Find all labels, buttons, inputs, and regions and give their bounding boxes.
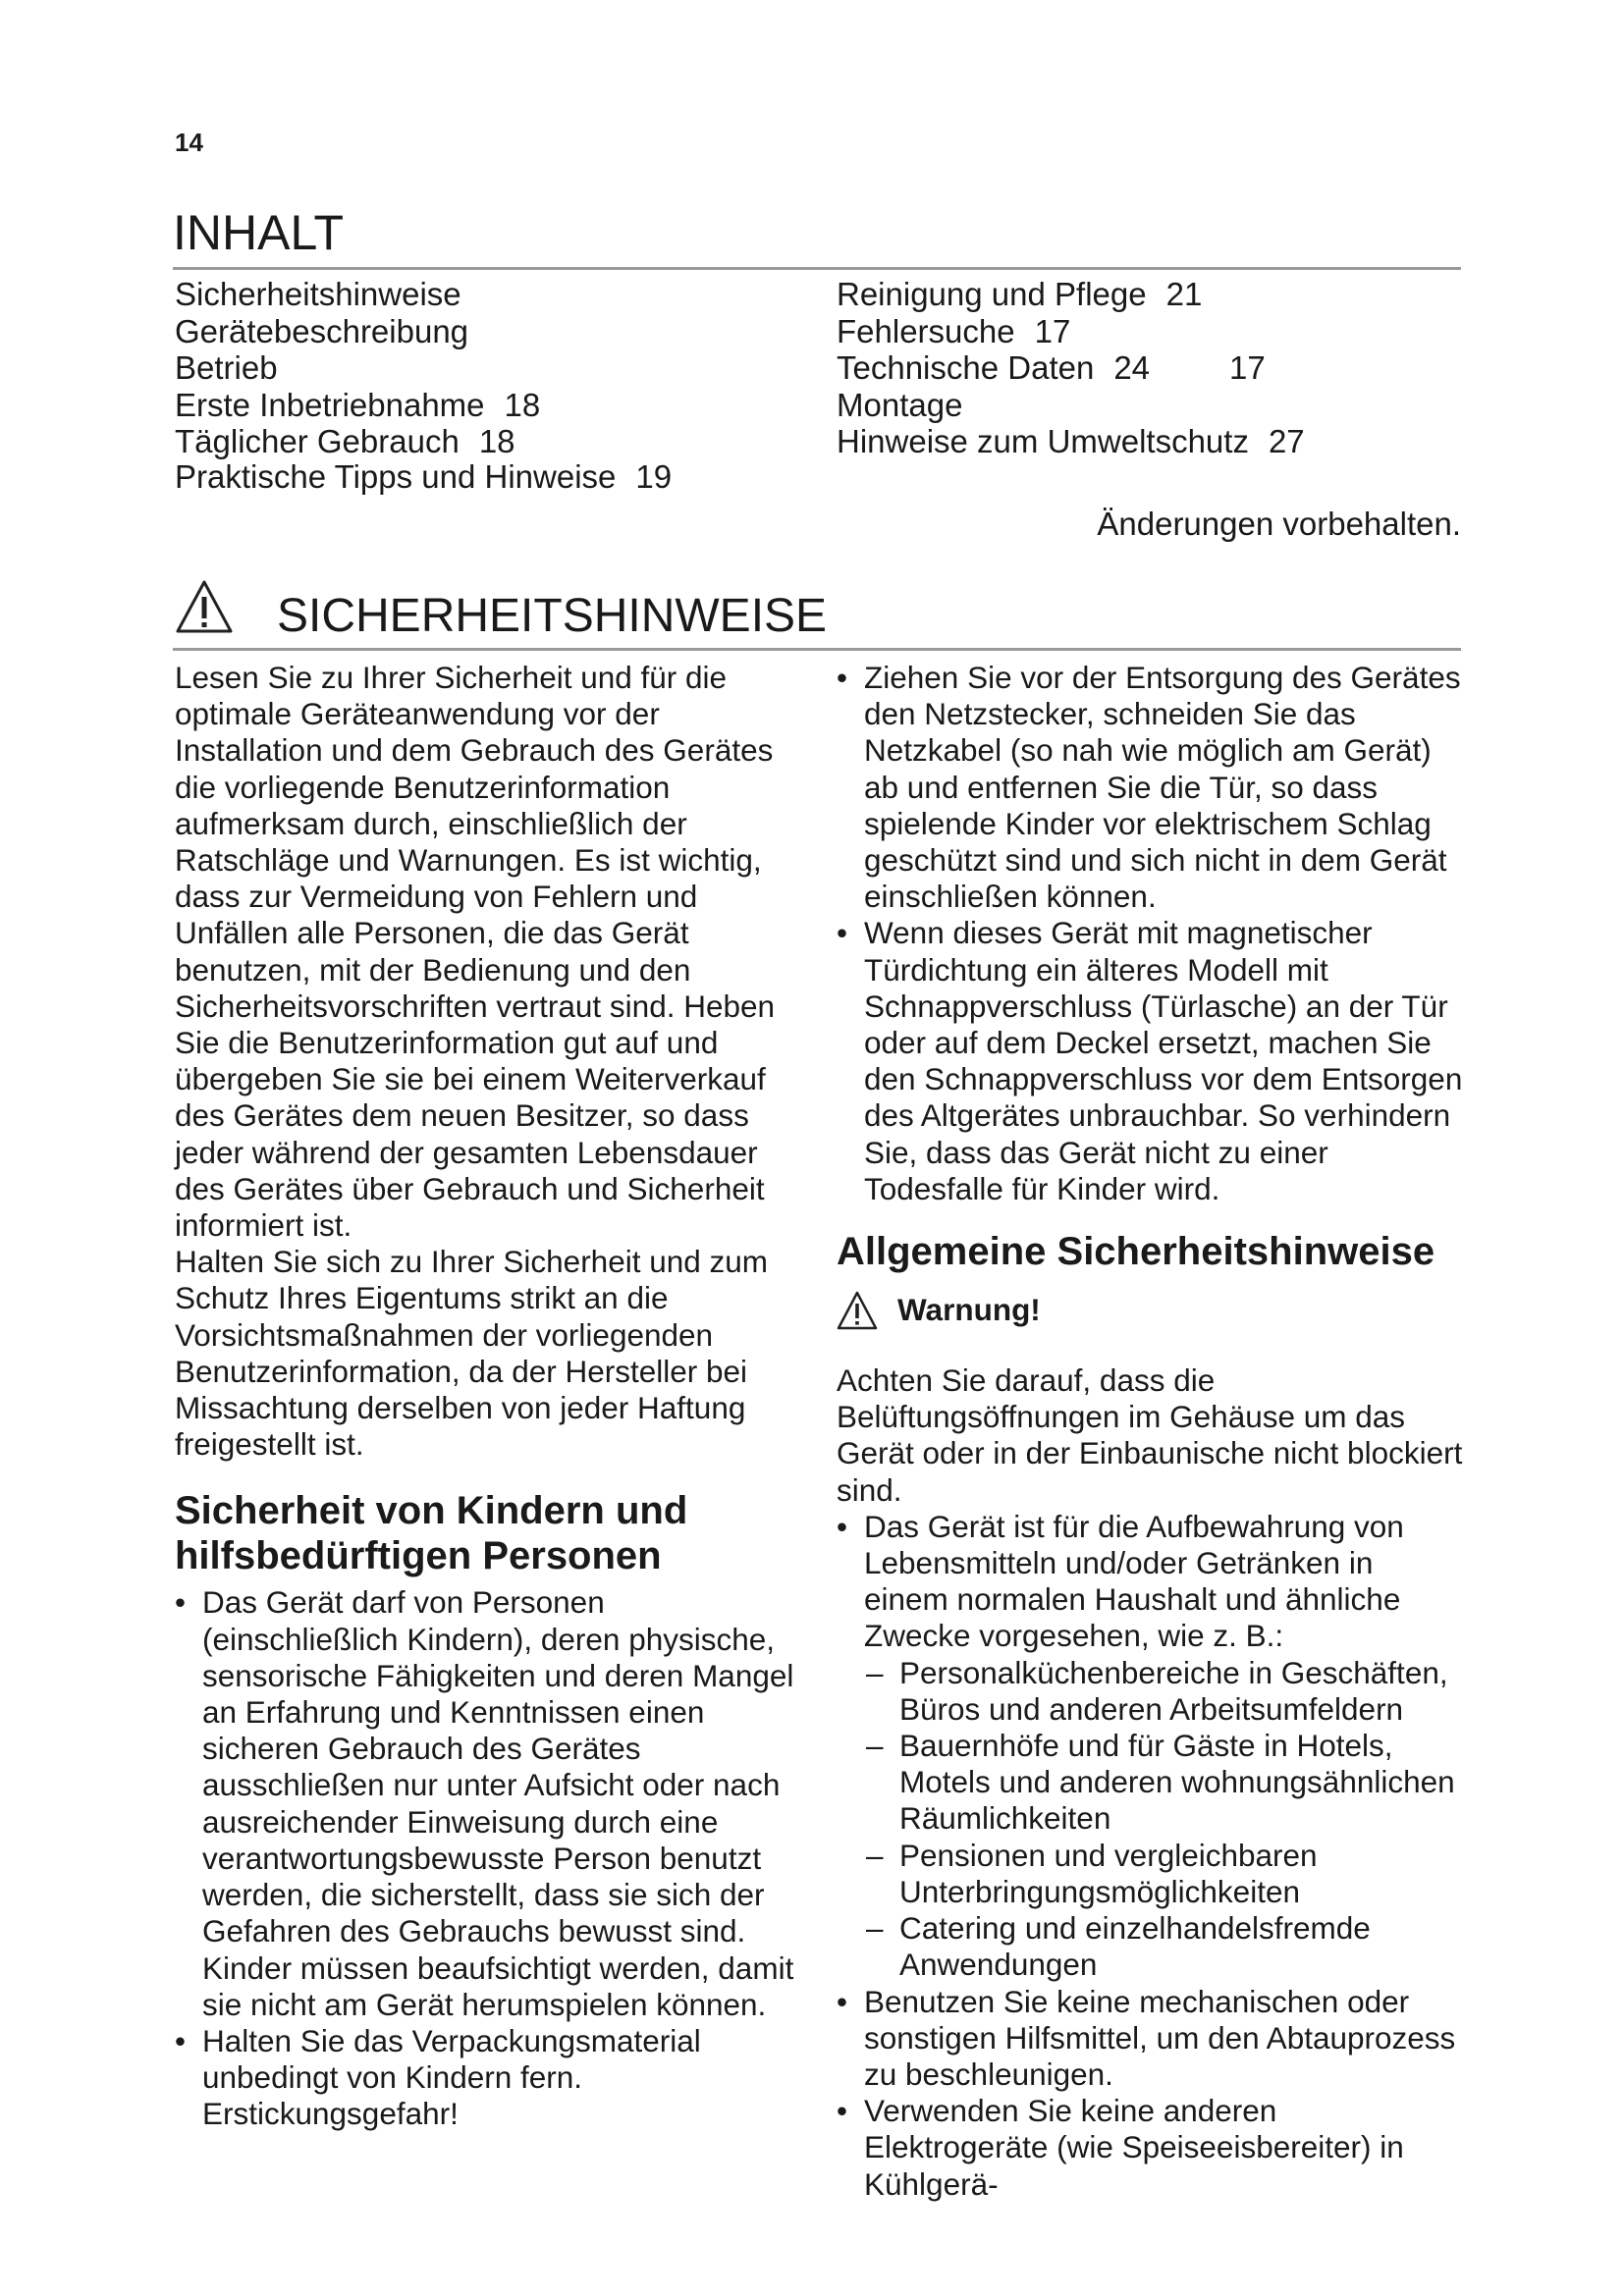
safety-left-column — [175, 660, 803, 2133]
dash-item: – Catering und einzelhandelsfremde Anwendungen — [837, 1910, 1465, 1983]
intro-paragraph: Lesen Sie zu Ihrer Sicherheit und für die optimale Geräteanwendung vor der Installation und dem Gebrauch des Gerätes die vorliegende Benutzerinformation aufmerksam durch, einschließlich der Ratschläge und Warnungen. Es ist wichtig, dass zur Vermeidung von Fehlern und Unfällen alle Personen, die das Gerät benutzen, mit der Bedienung und den Sicherheitsvorschriften vertraut sind. Heben Sie die Benutzerinformation gut auf und übergeben Sie sie bei einem Weiterverkauf des Gerätes dem neuen Besitzer, so dass jeder während der gesamten Lebensdauer des Gerätes über Gebrauch und Sicherheit informiert ist. — [175, 660, 776, 1244]
bullet-item: • Das Gerät darf von Personen (einschließlich Kindern), deren physische, sensorische Fähigkeiten und deren Mangel an Erfahrung und Kenntnissen einen sicheren Gebrauch des Gerätes ausschließen nur unter Aufsicht oder nach ausreichender Einweisung durch eine verantwortungsbewusste Person benutzt werden, die sicherstellt, dass sie sich der Gefahren des Gebrauchs bewusst sind. — [175, 1584, 803, 1949]
toc-entry[interactable]: Technische Daten 24 — [837, 349, 1151, 386]
toc-entry[interactable]: Betrieb — [175, 349, 278, 386]
intro-paragraph-2: Halten Sie sich zu Ihrer Sicherheit und zum Schutz Ihres Eigentums strikt an die Vorsichtsmaßnahmen der vorliegenden Benutzerinformation, da der Hersteller bei Missachtung derselben von jeder Haftung freigestellt ist. — [175, 1244, 769, 1463]
toc-right-column — [837, 276, 1465, 460]
toc-entry[interactable]: Täglicher Gebrauch 18 — [175, 423, 515, 459]
toc-entry[interactable]: Fehlersuche 17 — [837, 312, 1071, 349]
warning-triangle-icon — [837, 1291, 878, 1330]
toc-entry[interactable]: Montage — [837, 386, 963, 423]
dash-item: – Personalküchenbereiche in Geschäften, Büros und anderen Arbeitsumfeldern — [837, 1655, 1465, 1728]
bullet-item: • Das Gerät ist für die Aufbewahrung von Lebensmitteln und/oder Getränken in einem normalen Haushalt und ähnliche Zwecke vorgesehen, wie z. B.: — [837, 1509, 1465, 1655]
safety-section-title: SICHERHEITSHINWEISE — [277, 590, 828, 642]
warning-row — [837, 1286, 1465, 1335]
changes-note: Änderungen vorbehalten. — [1097, 506, 1461, 542]
bullet-item: • Halten Sie das Verpackungsmaterial unbedingt von Kindern fern. Erstickungsgefahr! — [175, 2023, 803, 2133]
bullet-item: • Benutzen Sie keine mechanischen oder sonstigen Hilfsmittel, um den Abtauprozess zu beschleunigen. — [837, 1984, 1465, 2094]
dash-item: – Pensionen und vergleichbaren Unterbringungsmöglichkeiten — [837, 1838, 1465, 1910]
general-safety-heading: Allgemeine Sicherheitshinweise — [837, 1230, 1435, 1274]
warning-triangle-icon — [175, 579, 234, 634]
bullet-item: • Wenn dieses Gerät mit magnetischer Türdichtung ein älteres Modell mit Schnappverschluss (Türlasche) an der Tür oder auf dem Deckel ersetzt, machen Sie den Schnappverschluss vor dem Entsorgen des Altgerätes unbrauchbar. So verhindern Sie, dass das Gerät nicht zu einer Todesfalle für Kinder wird. — [837, 915, 1465, 1207]
toc-left-column — [175, 276, 803, 494]
page-number: 14 — [175, 128, 203, 157]
safety-divider — [173, 648, 1461, 651]
warning-label: Warnung! — [897, 1292, 1041, 1328]
toc-entry[interactable]: Reinigung und Pflege 21 — [837, 276, 1203, 312]
toc-entry[interactable]: Erste Inbetriebnahme 18 — [175, 386, 541, 423]
children-note: Kinder müssen beaufsichtigt werden, damit sie nicht am Gerät herumspielen können. — [202, 1949, 794, 2022]
toc-entry[interactable]: Gerätebeschreibung — [175, 312, 469, 349]
toc-entry[interactable]: Sicherheitshinweise — [175, 276, 461, 312]
vent-paragraph: Achten Sie darauf, dass die Belüftungsöffnungen im Gehäuse um das Gerät oder in der Einbaunische nicht blockiert sind. — [837, 1362, 1463, 1508]
safety-right-column — [837, 660, 1465, 2203]
toc-entry[interactable]: Hinweise zum Umweltschutz 27 — [837, 423, 1305, 459]
dash-item: – Bauernhöfe und für Gäste in Hotels, Motels und anderen wohnungsähnlichen Räumlichkeiten — [837, 1728, 1465, 1838]
toc-stray-number: 17 — [1229, 349, 1266, 386]
children-heading: Sicherheit von Kindern und hilfsbedürftigen Personen — [175, 1489, 688, 1578]
bullet-item: • Ziehen Sie vor der Entsorgung des Gerätes den Netzstecker, schneiden Sie das Netzkabel (so nah wie möglich am Gerät) ab und entfernen Sie die Tür, so dass spielende Kinder vor elektrischem Schlag geschützt sind und sich nicht in dem Gerät einschließen können. — [837, 660, 1465, 915]
toc-entry[interactable]: Praktische Tipps und Hinweise 19 — [175, 457, 673, 495]
toc-divider — [173, 267, 1461, 270]
toc-title: INHALT — [173, 205, 345, 260]
bullet-item: • Verwenden Sie keine anderen Elektrogeräte (wie Speiseeisbereiter) in Kühlgerä- — [837, 2093, 1465, 2203]
